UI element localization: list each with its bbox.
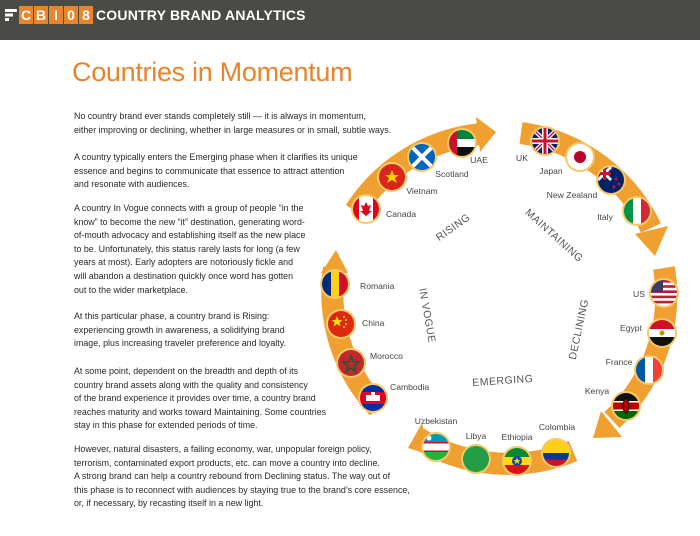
china-flag-icon	[326, 309, 356, 339]
us-flag-icon	[649, 278, 679, 308]
country-label-canada: Canada	[386, 209, 417, 219]
uk-flag-icon	[530, 126, 560, 156]
phase-label-maintaining: MAINTAINING	[522, 206, 586, 265]
country-label-uzbekistan: Uzbekistan	[414, 416, 458, 426]
morocco-flag-icon	[336, 348, 366, 378]
country-label-libya: Libya	[465, 431, 487, 441]
country-label-scotland: Scotland	[435, 169, 469, 179]
kenya-flag-icon	[611, 391, 641, 421]
page-title: Countries in Momentum	[72, 57, 353, 87]
vietnam-flag-icon	[377, 162, 407, 192]
country-label-ethiopia: Ethiopia	[501, 432, 533, 442]
logo-letter: 0	[64, 6, 78, 24]
uae-flag-icon	[447, 128, 477, 158]
phase-label-declining: DECLINING	[566, 297, 592, 361]
logo-letter: C	[20, 7, 32, 23]
country-label-egypt: Egypt	[620, 323, 642, 333]
country-label-uk: UK	[516, 153, 528, 163]
france-flag-icon	[634, 355, 664, 385]
new-zealand-flag-icon	[596, 165, 626, 195]
logo-letter: 8	[79, 6, 93, 24]
country-label-france: France	[605, 357, 633, 367]
paragraph-declining: However, natural disasters, a failing economy, war, unpopular foreign policy, terrorism, contaminated export products, etc. can move a country into decline. A strong brand can help a country rebound from Declining status. The way out of this phase is to reconnect with audiences by staying true to the brand’s core essence, or, if necessary, by recasting itself in a new light.	[74, 444, 410, 509]
paragraph-emerging: A country typically enters the Emerging phase when it clarifies its unique essence and begins to communicate that essence to attract attention and resonate with audiences.	[74, 152, 358, 190]
country-label-japan: Japan	[539, 166, 563, 176]
logo-letter: B	[35, 7, 47, 23]
logo-icon	[4, 7, 18, 23]
italy-flag-icon	[622, 196, 652, 226]
momentum-cycle-diagram	[300, 110, 700, 530]
canada-flag-icon	[351, 194, 381, 224]
country-label-colombia: Colombia	[538, 422, 576, 432]
paragraph-intro: No country brand ever stands completely still — it is always in momentum, either improving or declining, whether in large measures or in small, subtle ways.	[74, 111, 392, 135]
ethiopia-flag-icon	[502, 446, 532, 476]
logo-letter: I	[49, 6, 63, 24]
country-label-new-zealand: New Zealand	[546, 190, 598, 200]
phase-label-rising: RISING	[433, 211, 473, 244]
uzbekistan-flag-icon	[421, 432, 451, 462]
colombia-flag-icon	[541, 438, 571, 468]
paragraph-rising: At this particular phase, a country brand is Rising: experiencing growth in awareness, a solidifying brand image, plus increasing traveler preference and loyalty.	[74, 311, 286, 349]
japan-flag-icon	[565, 142, 595, 172]
country-label-china: China	[362, 318, 385, 328]
country-label-cambodia: Cambodia	[390, 382, 430, 392]
brand-title: COUNTRY BRAND ANALYTICS	[96, 7, 306, 23]
country-label-vietnam: Vietnam	[406, 186, 438, 196]
country-label-morocco: Morocco	[370, 351, 403, 361]
paragraph-in-vogue: A country In Vogue connects with a group of people “in the know” to become the new “it” destination, generating word- of-mouth advocacy and establishing itself as the new place to be. Unfortunately, this status rarely lasts for long (a few years at most). Early adopters are notoriously fickle and will abandon a destination quickly once word has gotten out to the wider marketplace.	[74, 203, 306, 295]
header-bar	[0, 0, 700, 40]
country-label-italy: Italy	[597, 212, 613, 222]
country-label-romania: Romania	[360, 281, 395, 291]
paragraph-maintaining: At some point, dependent on the breadth and depth of its country brand assets along with the quality and consistency of the brand experience it provides over time, a country brand reaches maturity and works toward Maintaining. Some countries stay in this phase for extended periods of time.	[74, 366, 327, 431]
romania-flag-icon	[320, 269, 350, 299]
egypt-flag-icon	[647, 318, 677, 348]
scotland-flag-icon	[407, 142, 437, 172]
cambodia-flag-icon	[358, 383, 388, 413]
country-label-us: US	[633, 289, 645, 299]
country-label-kenya: Kenya	[584, 386, 610, 396]
libya-flag-icon	[461, 444, 491, 474]
phase-label-in-vogue: IN VOGUE	[416, 287, 438, 344]
phase-label-emerging: EMERGING	[471, 372, 534, 390]
country-label-uae: UAE	[470, 155, 488, 165]
